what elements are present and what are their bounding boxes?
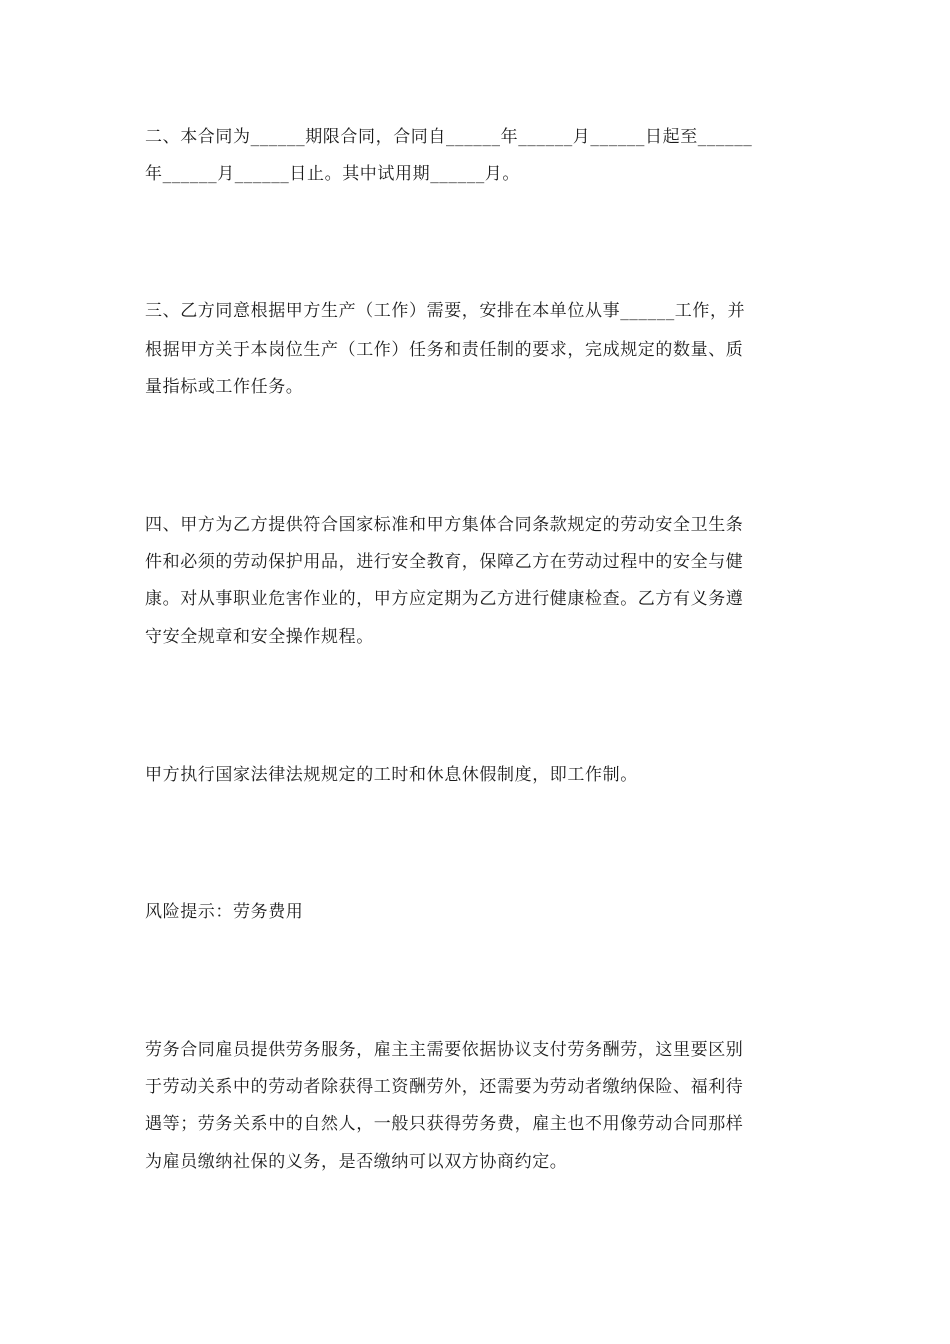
clause-4-line-3: 康。对从事职业危害作业的，甲方应定期为乙方进行健康检查。乙方有义务遵 [145, 589, 744, 609]
risk-body-line-2: 于劳动关系中的劳动者除获得工资酬劳外，还需要为劳动者缴纳保险、福利待 [145, 1077, 744, 1097]
risk-body-line-3: 遇等；劳务关系中的自然人，一般只获得劳务费，雇主也不用像劳动合同那样 [145, 1114, 744, 1134]
clause-3-line-2: 根据甲方关于本岗位生产（工作）任务和责任制的要求，完成规定的数量、质 [145, 340, 744, 360]
clause-2-line-2: 年______月______日止。其中试用期______月。 [145, 164, 520, 184]
clause-4-line-2: 件和必须的劳动保护用品，进行安全教育，保障乙方在劳动过程中的安全与健 [145, 552, 744, 572]
risk-heading: 风险提示：劳务费用 [145, 902, 304, 922]
risk-body-line-1: 劳务合同雇员提供劳务服务，雇主主需要依据协议支付劳务酬劳，这里要区别 [145, 1040, 744, 1060]
clause-2-line-1: 二、本合同为______期限合同，合同自______年______月______日起至______ [145, 127, 753, 147]
clause-4-line-1: 四、甲方为乙方提供符合国家标准和甲方集体合同条款规定的劳动安全卫生条 [145, 515, 744, 535]
clause-4-line-4: 守安全规章和安全操作规程。 [145, 627, 374, 647]
work-hours-line: 甲方执行国家法律法规规定的工时和休息休假制度，即工作制。 [145, 765, 638, 785]
clause-3-line-1: 三、乙方同意根据甲方生产（工作）需要，安排在本单位从事______工作，并 [145, 301, 746, 321]
risk-body-line-4: 为雇员缴纳社保的义务，是否缴纳可以双方协商约定。 [145, 1152, 568, 1172]
clause-3-line-3: 量指标或工作任务。 [145, 377, 304, 397]
